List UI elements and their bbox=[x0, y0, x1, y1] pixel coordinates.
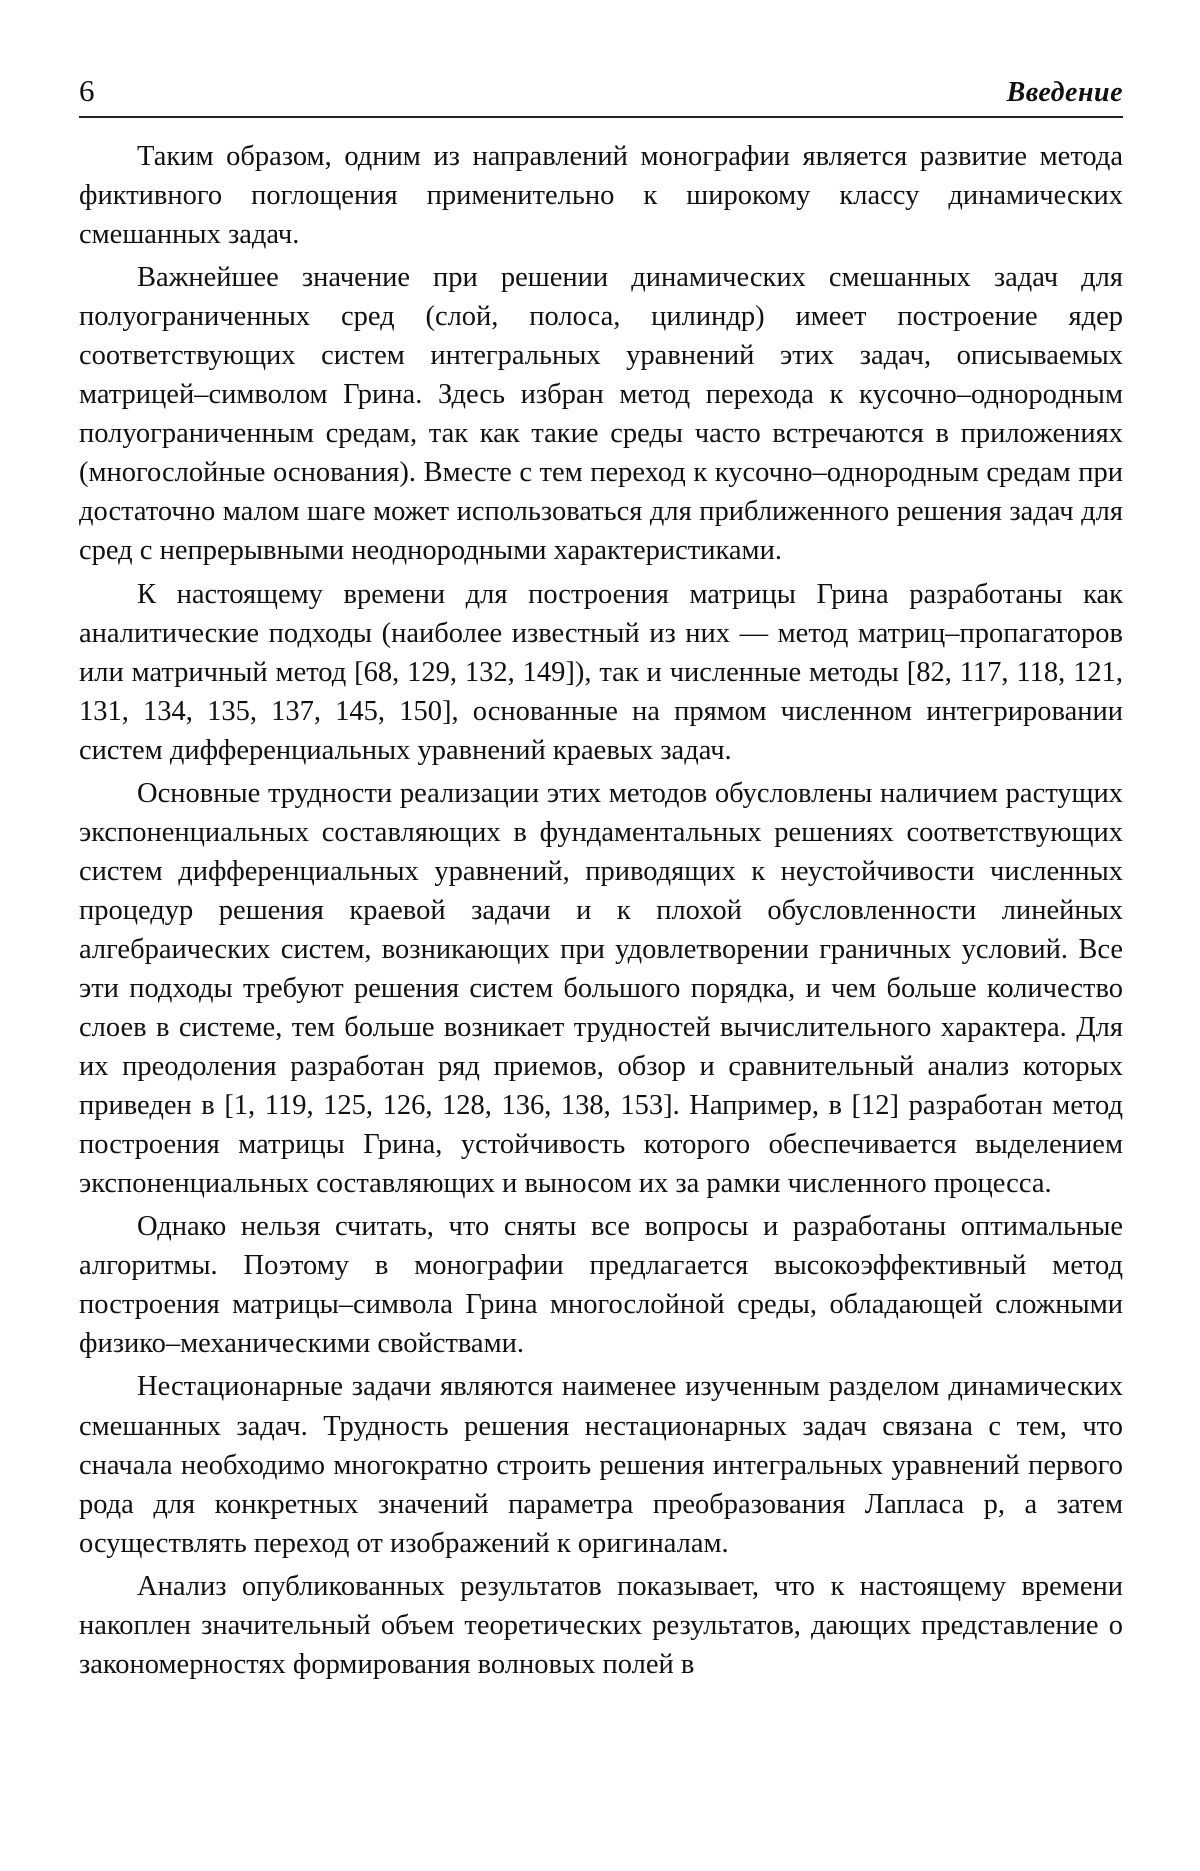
page-number: 6 bbox=[79, 73, 95, 108]
running-head bbox=[79, 68, 1123, 118]
paragraph-3: К настоящему времени для построения матрицы Грина разработаны как аналитические подходы (наиболее известный из них — метод матриц–пропагаторов или матричный метод [68, 129, 132, 149]), так и численные методы [82, 117, 118, 121, 131, 134, 135, 137, 145, 150], основанные на прямом численном интегрировании систем дифференциальных уравнений краевых задач. bbox=[79, 578, 1123, 766]
paragraph-1: Таким образом, одним из направлений монографии является развитие метода фиктивного поглощения применительно к широкому классу динамических смешанных задач. bbox=[79, 141, 1123, 251]
paragraph-7: Анализ опубликованных результатов показывает, что к настоящему времени накоплен значительный объем теоретических результатов, дающих представление о закономерностях формирования волновых полей в bbox=[79, 1570, 1123, 1680]
book-page bbox=[79, 68, 1123, 1828]
paragraph-4: Основные трудности реализации этих методов обусловлены наличием растущих экспоненциальных составляющих в фундаментальных решениях соответствующих систем дифференциальных уравнений, приводящих к неустойчивости численных процедур решения краевой задачи и к плохой обусловленности линейных алгебраических систем, возникающих при удовлетворении граничных условий. Все эти подходы требуют решения систем большого порядка, и чем больше количество слоев в системе, тем больше возникает трудностей вычислительного характера. Для их преодоления разработан ряд приемов, обзор и сравнительный анализ которых приведен в [1, 119, 125, 126, 128, 136, 138, 153]. Например, в [12] разработан метод построения матрицы Грина, устойчивость которого обеспечивается выделением экспоненциальных составляющих и выносом их за рамки численного процесса. bbox=[79, 777, 1123, 1200]
paragraph-5: Однако нельзя считать, что сняты все вопросы и разработаны оптимальные алгоритмы. Поэтому в монографии предлагается высокоэффективный метод построения матрицы–символа Грина многослойной среды, обладающей сложными физико–механическими свойствами. bbox=[79, 1211, 1123, 1360]
section-title: Введение bbox=[1006, 77, 1123, 108]
body-text bbox=[79, 137, 1123, 1684]
paragraph-2: Важнейшее значение при решении динамических смешанных задач для полуограниченных сред (слой, полоса, цилиндр) имеет построение ядер соответствующих систем интегральных уравнений этих задач, описываемых матрицей–символом Грина. Здесь избран метод перехода к кусочно–однородным полуограниченным средам, так как такие среды часто встречаются в приложениях (многослойные основания). Вместе с тем переход к кусочно–однородным средам при достаточно малом шаге может использоваться для приближенного решения задач для сред с непрерывными неоднородными характеристиками. bbox=[79, 262, 1123, 567]
paragraph-6: Нестационарные задачи являются наименее изученным разделом динамических смешанных задач. Трудность решения нестационарных задач связана с тем, что сначала необходимо многократно строить решения интегральных уравнений первого рода для конкретных значений параметра преобразования Лапласа p, а затем осуществлять переход от изображений к оригиналам. bbox=[79, 1371, 1123, 1559]
